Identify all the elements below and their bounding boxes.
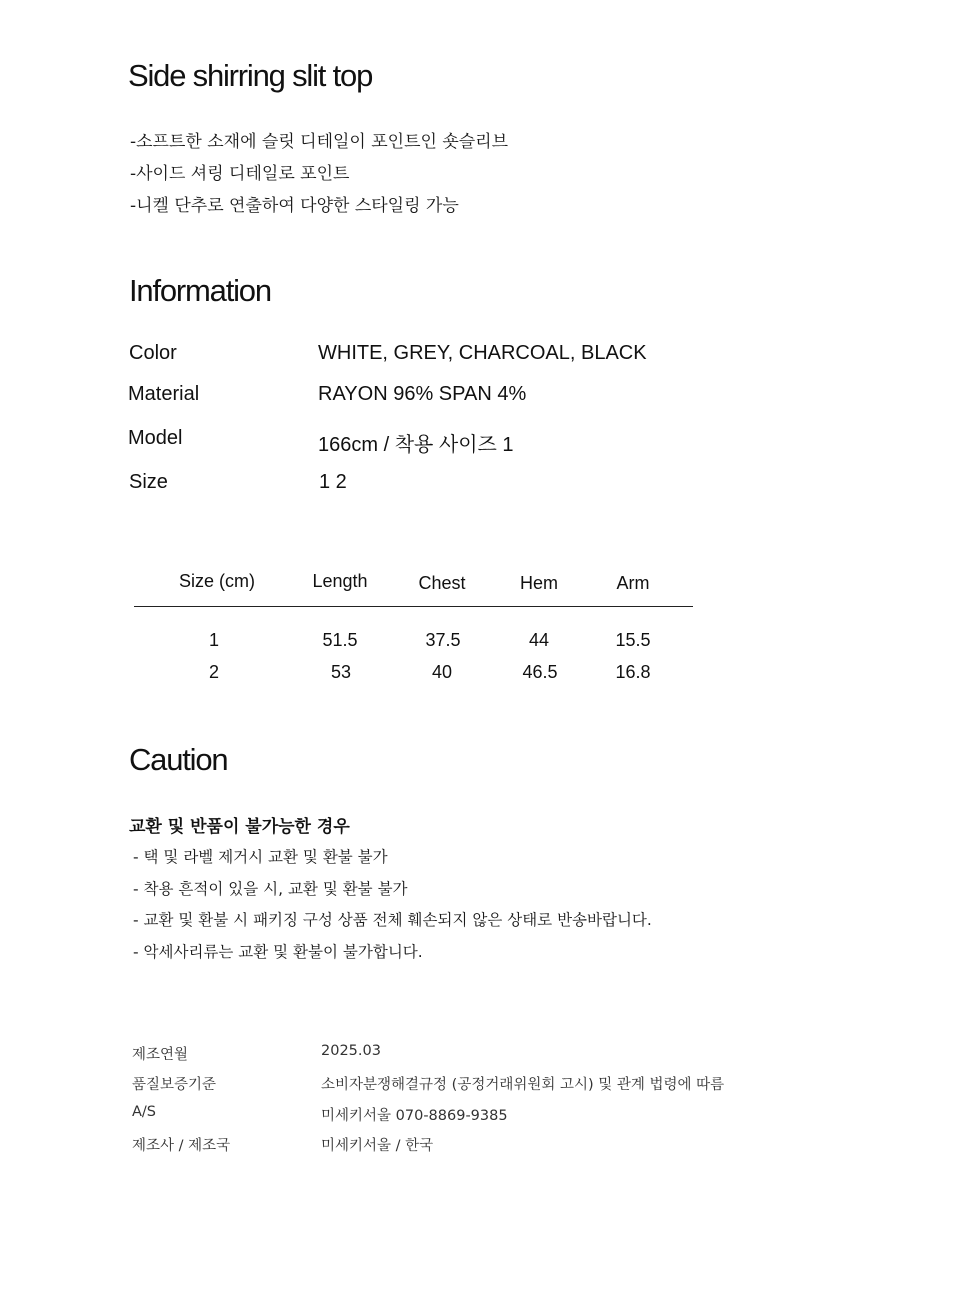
info-label-material: Material bbox=[128, 383, 200, 405]
size-table-cell: 51.5 bbox=[322, 630, 358, 650]
meta-label-quality-standard: 품질보증기준 bbox=[132, 1077, 217, 1093]
size-table-header: Length bbox=[312, 571, 368, 591]
size-table-cell: 16.8 bbox=[615, 662, 651, 682]
meta-value-manufacturer: 미세키서울 / 한국 bbox=[321, 1138, 434, 1154]
information-title: Information bbox=[129, 273, 271, 308]
meta-value-as: 미세키서울 070-8869-9385 bbox=[321, 1108, 508, 1124]
info-value-size: 1 2 bbox=[319, 471, 347, 493]
caution-heading: 교환 및 반품이 불가능한 경우 bbox=[129, 817, 350, 837]
size-table-cell: 46.5 bbox=[522, 662, 558, 682]
size-table-header: Arm bbox=[616, 573, 650, 593]
size-table-cell: 40 bbox=[431, 662, 453, 682]
size-table-cell: 15.5 bbox=[615, 630, 651, 650]
caution-item: - 교환 및 환불 시 패키징 구성 상품 전체 훼손되지 않은 상태로 반송바랍니다. bbox=[133, 911, 652, 929]
info-label-model: Model bbox=[128, 427, 183, 449]
meta-label-manufacturer: 제조사 / 제조국 bbox=[132, 1138, 231, 1154]
info-value-material: RAYON 96% SPAN 4% bbox=[318, 383, 527, 405]
size-table-cell: 37.5 bbox=[425, 630, 461, 650]
caution-title: Caution bbox=[129, 742, 228, 777]
info-value-model: 166cm / 착용 사이즈 1 bbox=[318, 434, 514, 456]
meta-label-as: A/S bbox=[132, 1104, 157, 1120]
caution-item: - 택 및 라벨 제거시 교환 및 환불 불가 bbox=[133, 848, 388, 866]
size-table-header: Chest bbox=[418, 573, 466, 593]
caution-item: - 착용 흔적이 있을 시, 교환 및 환불 불가 bbox=[133, 880, 408, 898]
size-table-cell: 44 bbox=[528, 630, 550, 650]
meta-value-manufacture-date: 2025.03 bbox=[321, 1043, 381, 1059]
description-line: -소프트한 소재에 슬릿 디테일이 포인트인 숏슬리브 bbox=[130, 132, 509, 152]
meta-label-manufacture-date: 제조연월 bbox=[132, 1047, 189, 1063]
caution-item: - 악세사리류는 교환 및 환불이 불가합니다. bbox=[133, 943, 423, 961]
product-title: Side shirring slit top bbox=[128, 58, 373, 93]
size-table-cell: 1 bbox=[208, 630, 220, 650]
description-line: -사이드 셔링 디테일로 포인트 bbox=[130, 164, 350, 184]
info-label-color: Color bbox=[129, 342, 177, 364]
size-table-header: Hem bbox=[519, 573, 559, 593]
info-label-size: Size bbox=[129, 471, 168, 493]
description-line: -니켈 단추로 연출하여 다양한 스타일링 가능 bbox=[130, 196, 459, 216]
size-table-header: Size (cm) bbox=[179, 571, 255, 591]
size-table-divider bbox=[134, 606, 693, 607]
size-table-cell: 53 bbox=[330, 662, 352, 682]
size-table-cell: 2 bbox=[208, 662, 220, 682]
meta-value-quality-standard: 소비자분쟁해결규정 (공정거래위원회 고시) 및 관계 법령에 따름 bbox=[321, 1077, 725, 1093]
info-value-color: WHITE, GREY, CHARCOAL, BLACK bbox=[318, 342, 647, 364]
